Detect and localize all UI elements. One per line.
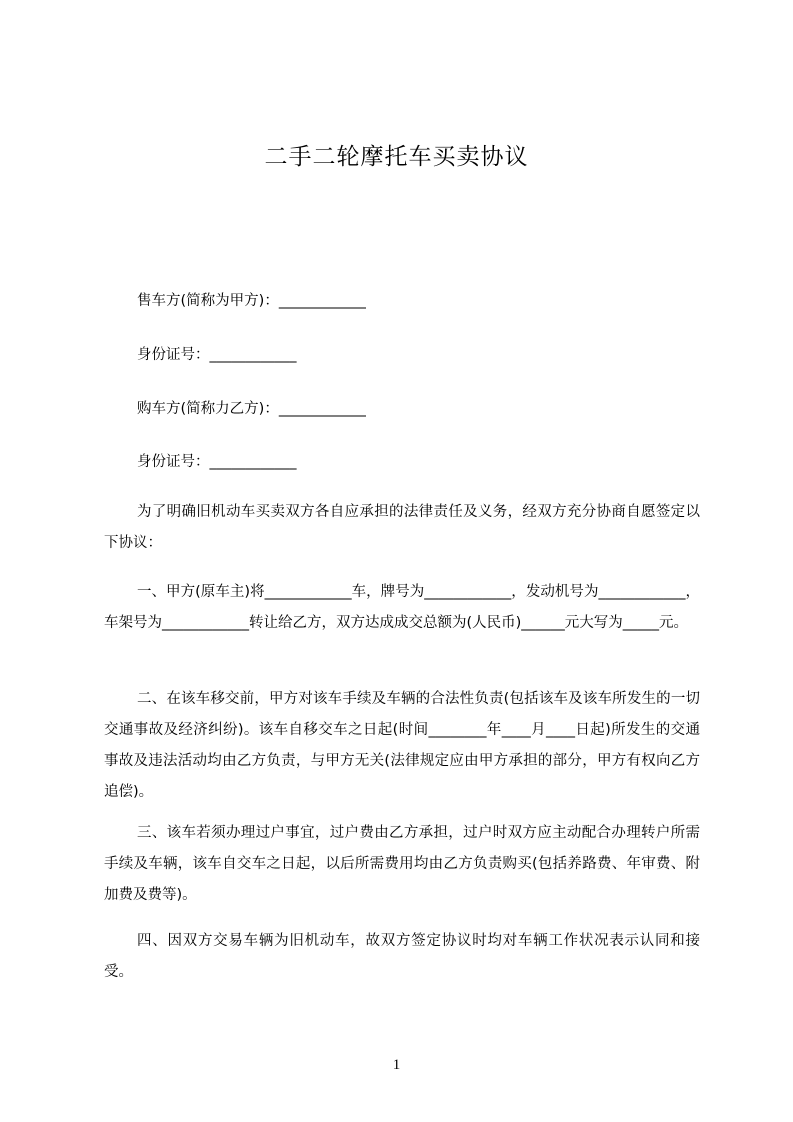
seller-id-label: 身份证号：: [137, 347, 210, 363]
seller-field: [137, 291, 366, 311]
seller-label: 售车方(简称为甲方)：: [137, 293, 279, 309]
clause-3-paragraph: 三、该车若须办理过户事宜，过户费由乙方承担，过户时双方应主动配合办理转户所需手续及车辆，该车自交车之日起，以后所需费用均由乙方负责购买(包括养路费、年审费、附加费及费等)。: [104, 825, 700, 903]
buyer-id-field: [137, 452, 297, 472]
clause-1-paragraph: 一、甲方(原车主)将____________车，牌号为____________，发动机号为____________，车架号为____________转让给乙方，双方达成成交总额为(人民币)______元大写为_____元。: [104, 584, 700, 631]
clause-2-paragraph: 二、在该车移交前，甲方对该车手续及车辆的合法性负责(包括该车及该车所发生的一切交通事故及经济纠纷)。该车自移交车之日起(时间________年____月____日起)所发生的交通事故及违法活动均由乙方负责，与甲方无关(法律规定应由甲方承担的部分，甲方有权向乙方追偿)。: [104, 691, 700, 800]
buyer-blank: ____________: [278, 401, 366, 417]
buyer-id-blank: ____________: [209, 454, 297, 470]
document-title: 二手二轮摩托车买卖协议: [264, 144, 529, 170]
buyer-label: 购车方(简称力乙方)：: [137, 401, 279, 417]
buyer-field: [137, 399, 366, 419]
page-number: 1: [392, 1057, 401, 1073]
preamble-paragraph: 为了明确旧机动车买卖双方各自应承担的法律责任及义务，经双方充分协商自愿签定以下协议：: [104, 504, 700, 551]
seller-blank: ____________: [278, 293, 366, 309]
seller-id-blank: ____________: [209, 347, 297, 363]
clause-4-paragraph: 四、因双方交易车辆为旧机动车，故双方签定协议时均对车辆工作状况表示认同和接受。: [104, 933, 700, 980]
seller-id-field: [137, 345, 297, 365]
buyer-id-label: 身份证号：: [137, 454, 210, 470]
